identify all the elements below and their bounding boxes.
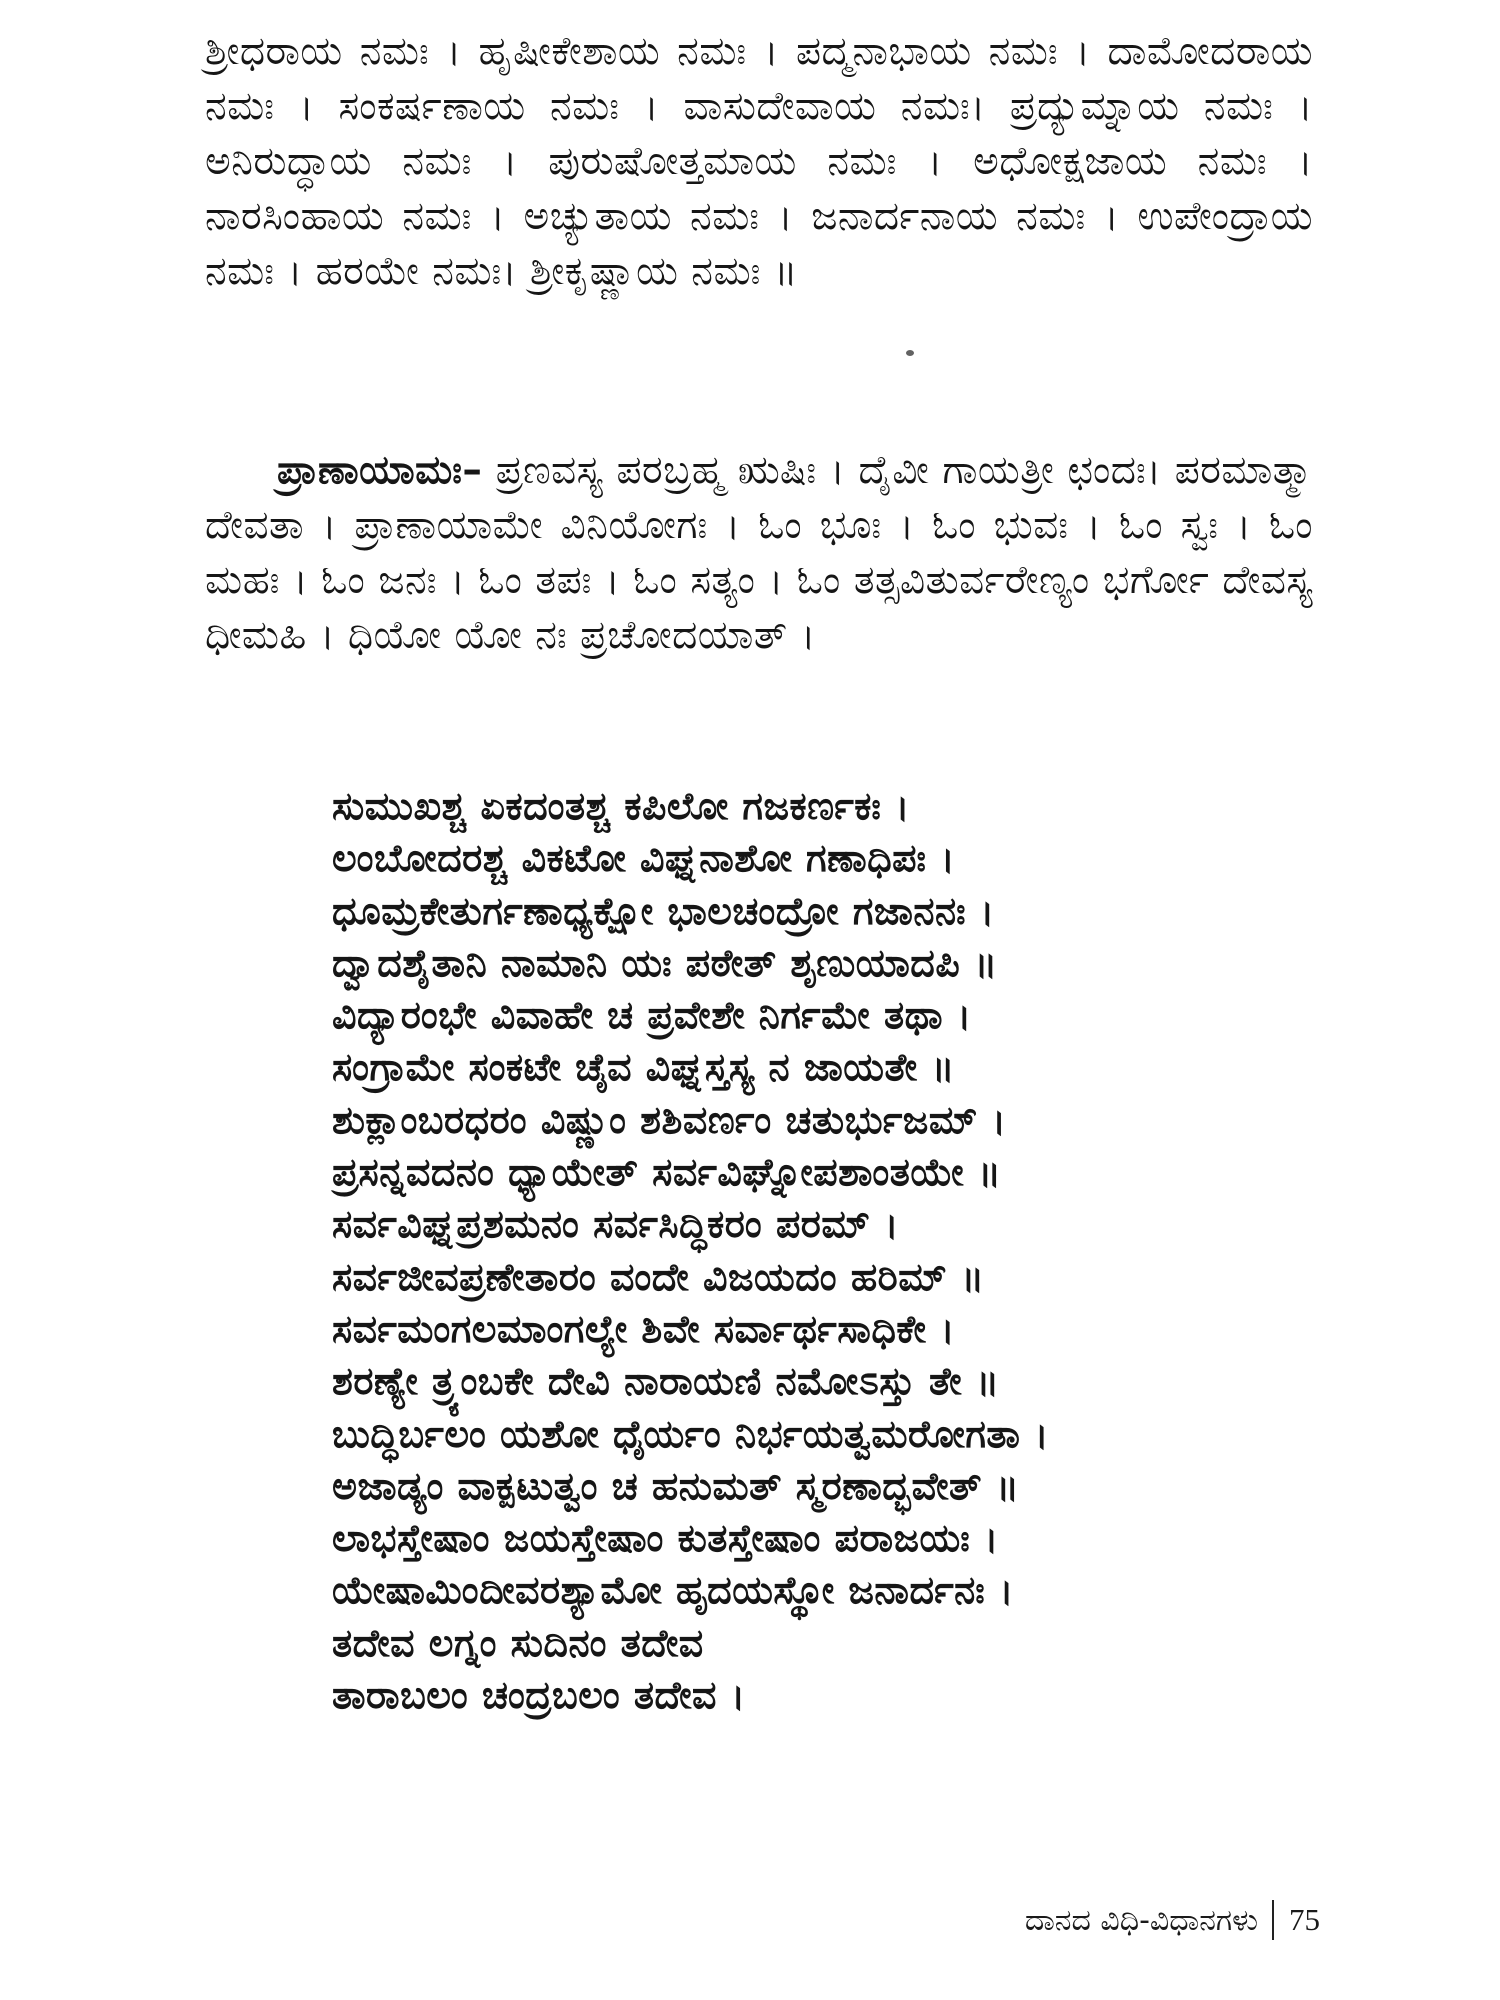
page-footer <box>1025 1897 1320 1943</box>
verse-line: ಸರ್ವಮಂಗಲಮಾಂಗಲ್ಯೇ ಶಿವೇ ಸರ್ವಾರ್ಥಸಾಧಿಕೇ । <box>332 1306 956 1351</box>
verse-line: ಶುಕ್ಲಾಂಬರಧರಂ ವಿಷ್ಣುಂ ಶಶಿವರ್ಣಂ ಚತುರ್ಭುಜಮ್ । <box>332 1097 1007 1142</box>
pranayama-text: ಪ್ರಣವಸ್ಯ ಪರಬ್ರಹ್ಮ ಋಷಿಃ । ದೈವೀ ಗಾಯತ್ರೀ ಛಂದಃ। ಪರಮಾತ್ಮಾ ದೇವತಾ । ಪ್ರಾಣಾಯಾಮೇ ವಿನಿಯೋಗಃ । ಓಂ ಭೂಃ । ಓಂ ಭುವಃ । ಓಂ ಸ್ವಃ । ಓಂ ಮಹಃ । ಓಂ ಜನಃ । ಓಂ ತಪಃ । ಓಂ ಸತ್ಯಂ । ಓಂ ತತ್ಸವಿತುರ್ವರೇಣ್ಯಂ ಭರ್ಗೋ ದೇವಸ್ಯ ಧೀಮಹಿ । ಧಿಯೋ ಯೋ ನಃ ಪ್ರಚೋದಯಾತ್ । <box>205 448 1314 658</box>
verse-line: ಸುಮುಖಶ್ಚ ಏಕದಂತಶ್ಚ ಕಪಿಲೋ ಗಜಕರ್ಣಕಃ । <box>332 784 910 828</box>
verse-block <box>332 780 1312 1721</box>
verse-line: ಸಂಗ್ರಾಮೇ ಸಂಕಟೇ ಚೈವ ವಿಘ್ನಸ್ತಸ್ಯ ನ ಜಾಯತೇ ॥ <box>332 1045 955 1090</box>
page-number: 75 <box>1289 1902 1320 1937</box>
verse-line: ಬುದ್ಧಿರ್ಬಲಂ ಯಶೋ ಧೈರ್ಯಂ ನಿರ್ಭಯತ್ವಮರೋಗತಾ । <box>332 1411 1050 1456</box>
verse-line: ಸರ್ವವಿಘ್ನಪ್ರಶಮನಂ ಸರ್ವಸಿದ್ಧಿಕರಂ ಪರಮ್ । <box>332 1202 900 1247</box>
verse-line: ಸರ್ವಜೀವಪ್ರಣೇತಾರಂ ವಂದೇ ವಿಜಯದಂ ಹರಿಮ್ ॥ <box>332 1254 985 1299</box>
verse-line: ಲಂಬೋದರಶ್ಚ ವಿಕಟೋ ವಿಘ್ನನಾಶೋ ಗಣಾಧಿಪಃ । <box>332 836 956 881</box>
footer-divider <box>1272 1900 1274 1940</box>
verse-line: ವಿದ್ಯಾರಂಭೇ ವಿವಾಹೇ ಚ ಪ್ರವೇಶೇ ನಿರ್ಗಮೇ ತಥಾ । <box>332 993 972 1038</box>
ink-speck <box>906 350 914 356</box>
verse-line: ಯೇಷಾಮಿಂದೀವರಶ್ಯಾಮೋ ಹೃದಯಸ್ಥೋ ಜನಾರ್ದನಃ । <box>332 1568 1014 1613</box>
verse-line: ತದೇವ ಲಗ್ನಂ ಸುದಿನಂ ತದೇವ <box>332 1620 704 1665</box>
verse-line: ಶರಣ್ಯೇ ತ್ರ್ಯಂಬಕೇ ದೇವಿ ನಾರಾಯಣಿ ನಮೋಽಸ್ತು ತೇ ॥ <box>332 1359 1000 1404</box>
running-title: ದಾನದ ವಿಧಿ-ವಿಧಾನಗಳು <box>1024 1902 1258 1938</box>
verse-line: ಪ್ರಸನ್ನವದನಂ ಧ್ಯಾಯೇತ್ ಸರ್ವವಿಘ್ನೋಪಶಾಂತಯೇ ॥ <box>332 1150 1002 1195</box>
verse-line: ಲಾಭಸ್ತೇಷಾಂ ಜಯಸ್ತೇಷಾಂ ಕುತಸ್ತೇಷಾಂ ಪರಾಜಯಃ । <box>332 1516 999 1561</box>
names-paragraph: ಶ್ರೀಧರಾಯ ನಮಃ । ಹೃಷೀಕೇಶಾಯ ನಮಃ । ಪದ್ಮನಾಭಾಯ ನಮಃ । ದಾಮೋದರಾಯ ನಮಃ । ಸಂಕರ್ಷಣಾಯ ನಮಃ । ವಾಸುದೇವಾಯ ನಮಃ। ಪ್ರದ್ಯುಮ್ನಾಯ ನಮಃ । ಅನಿರುದ್ಧಾಯ ನಮಃ । ಪುರುಷೋತ್ತಮಾಯ ನಮಃ । ಅಧೋಕ್ಷಜಾಯ ನಮಃ । ನಾರಸಿಂಹಾಯ ನಮಃ । ಅಚ್ಯುತಾಯ ನಮಃ । ಜನಾರ್ದನಾಯ ನಮಃ । ಉಪೇಂದ್ರಾಯ ನಮಃ । ಹರಯೇ ನಮಃ। ಶ್ರೀಕೃಷ್ಣಾಯ ನಮಃ ॥ <box>205 29 1313 294</box>
verse-line: ತಾರಾಬಲಂ ಚಂದ್ರಬಲಂ ತದೇವ । <box>332 1673 746 1718</box>
verse-line: ದ್ವಾದಶೈತಾನಿ ನಾಮಾನಿ ಯಃ ಪಠೇತ್ ಶೃಣುಯಾದಪಿ ॥ <box>332 940 998 985</box>
pranayama-paragraph <box>205 443 1313 663</box>
verse-line: ಧೂಮ್ರಕೇತುರ್ಗಣಾಧ್ಯಕ್ಷೋ ಭಾಲಚಂದ್ರೋ ಗಜಾನನಃ । <box>332 888 995 933</box>
verse-line: ಅಜಾಡ್ಯಂ ವಾಕ್ಪಟುತ್ವಂ ಚ ಹನುಮತ್ ಸ್ಮರಣಾದ್ಭವೇತ್ ॥ <box>332 1463 1020 1508</box>
pranayama-heading: ಪ್ರಾಣಾಯಾಮಃ– <box>277 448 483 493</box>
